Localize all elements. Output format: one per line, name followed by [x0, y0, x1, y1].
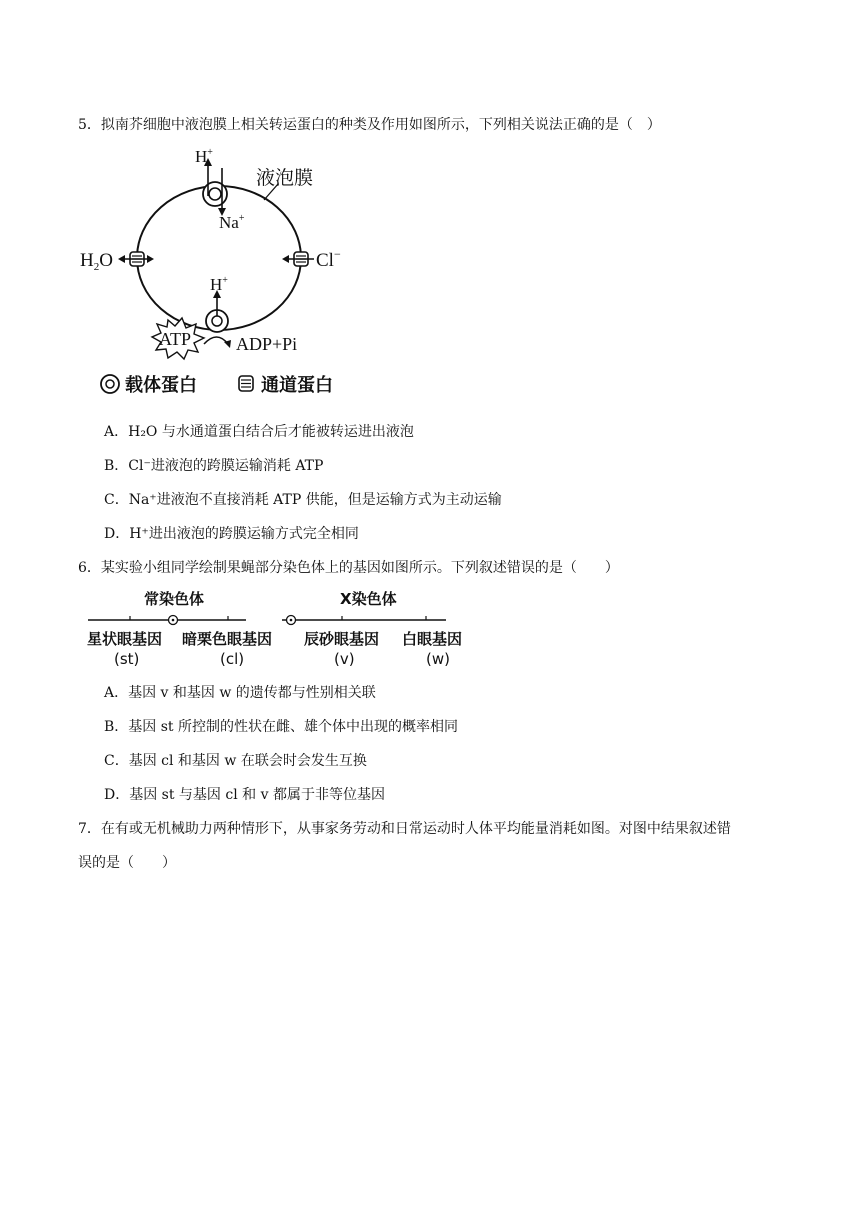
legend-carrier-icon	[101, 375, 119, 393]
svg-text:H+: H+	[210, 275, 228, 294]
q7-stem-line1: 7．在有或无机械助力两种情形下，从事家务劳动和日常运动时人体平均能量消耗如图。对图中结果叙述错	[78, 821, 731, 837]
q5-option-c: C．Na⁺进液泡不直接消耗 ATP 供能，但是运输方式为主动运输	[104, 492, 502, 508]
legend-channel-icon	[239, 376, 253, 391]
gene-cl-name: 暗栗色眼基因	[182, 630, 273, 648]
q7-stem-line2: 误的是（ ）	[78, 855, 176, 871]
autosome-label: 常染色体	[144, 590, 205, 608]
h-top-label: H	[195, 147, 208, 166]
legend-channel-label: 通道蛋白	[261, 375, 333, 394]
svg-text:Cl−: Cl−	[316, 247, 341, 271]
svg-text:Na+: Na+	[219, 213, 245, 232]
q5-option-a: A．H₂O 与水通道蛋白结合后才能被转运进出液泡	[104, 424, 414, 440]
legend-carrier-label: 载体蛋白	[125, 375, 197, 394]
gene-st-name: 星状眼基因	[87, 630, 163, 648]
vacuole-membrane	[137, 186, 301, 330]
h2o-label: H	[80, 250, 94, 271]
svg-text:H+: H+	[195, 147, 213, 166]
membrane-label: 液泡膜	[256, 167, 314, 189]
gene-st-symbol: (st)	[114, 650, 140, 668]
gene-cl-symbol: (cl)	[220, 650, 245, 668]
gene-v-symbol: (v)	[334, 650, 355, 668]
adp-label: ADP+Pi	[236, 334, 298, 354]
cl-label: Cl	[316, 250, 334, 271]
q6-option-a: A．基因 v 和基因 w 的遗传都与性别相关联	[104, 685, 376, 701]
gene-w-symbol: (w)	[426, 650, 450, 668]
chromosome-gene-diagram	[78, 586, 478, 672]
q6-option-d: D．基因 st 与基因 cl 和 v 都属于非等位基因	[104, 787, 385, 803]
q6-stem: 6．某实验小组同学绘制果蝇部分染色体上的基因如图所示。下列叙述错误的是（ ）	[78, 560, 619, 576]
h-bottom-label: H	[210, 275, 223, 294]
q5-stem: 5．拟南芥细胞中液泡膜上相关转运蛋白的种类及作用如图所示，下列相关说法正确的是（ ）	[78, 117, 661, 133]
q6-option-c: C．基因 cl 和基因 w 在联会时会发生互换	[104, 753, 367, 769]
vacuole-membrane-diagram	[78, 144, 378, 394]
atp-label: ATP	[159, 329, 192, 349]
x-chromosome-label: X染色体	[340, 590, 397, 608]
carrier-protein-top	[203, 182, 227, 206]
q5-option-b: B．Cl⁻进液泡的跨膜运输消耗 ATP	[104, 458, 324, 474]
q6-option-b: B．基因 st 所控制的性状在雌、雄个体中出现的概率相同	[104, 719, 458, 735]
svg-text:H2O: $H_2O$	[80, 250, 113, 273]
gene-v-name: 辰砂眼基因	[304, 630, 380, 648]
na-label: Na	[219, 213, 239, 232]
q5-option-d: D．H⁺进出液泡的跨膜运输方式完全相同	[104, 526, 359, 542]
gene-w-name: 白眼基因	[402, 630, 463, 648]
